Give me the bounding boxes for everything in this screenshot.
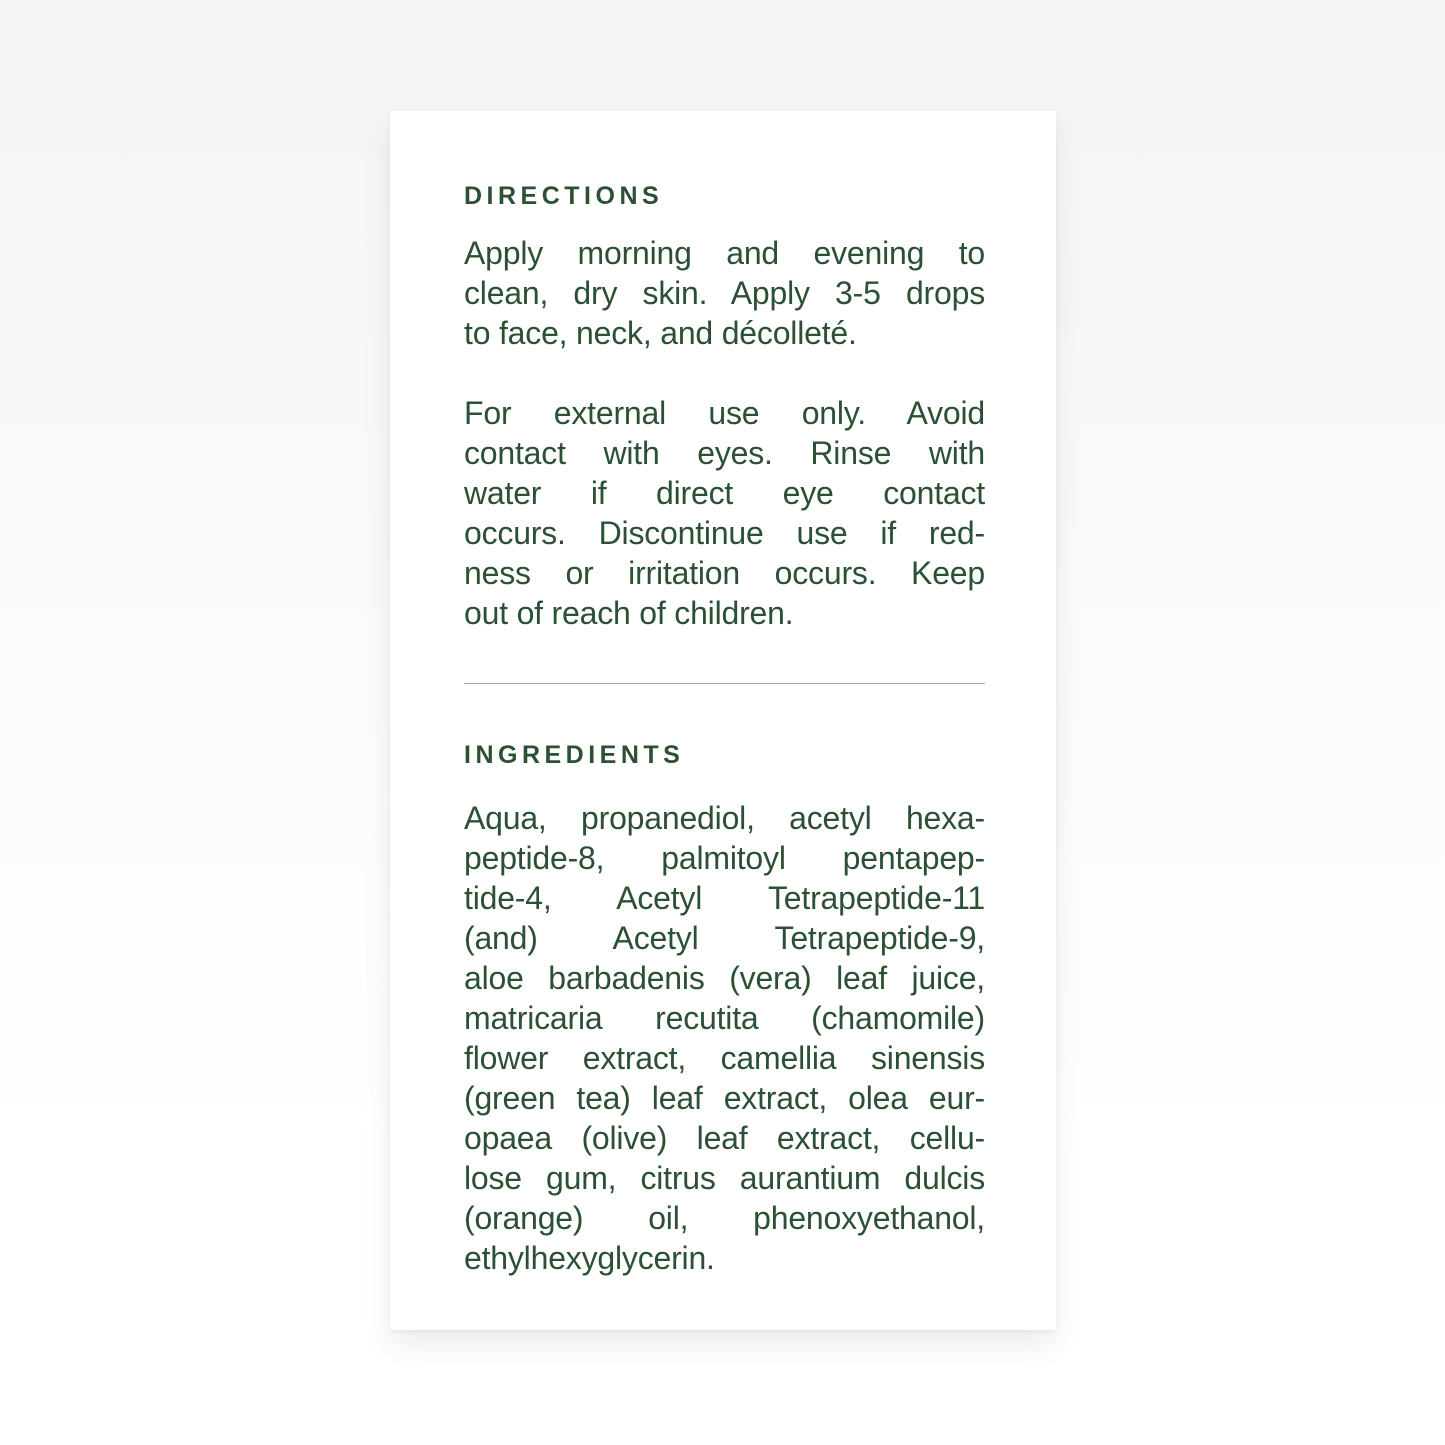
text-line: to face, neck, and décolleté. <box>464 315 857 351</box>
product-label-card <box>390 111 1056 1330</box>
text-line: matricaria recutita (chamomile) <box>464 1000 985 1036</box>
directions-warning-paragraph <box>464 393 985 633</box>
text-line: tide-4, Acetyl Tetrapeptide-11 <box>464 880 985 916</box>
text-line: aloe barbadenis (vera) leaf juice, <box>464 960 985 996</box>
text-line: out of reach of children. <box>464 595 794 631</box>
text-line: (orange) oil, phenoxyethanol, <box>464 1200 985 1236</box>
text-line: occurs. Discontinue use if red- <box>464 515 985 551</box>
text-line: water if direct eye contact <box>464 475 985 511</box>
text-line: clean, dry skin. Apply 3-5 drops <box>464 275 985 311</box>
ingredients-heading: INGREDIENTS <box>464 741 685 769</box>
text-line: ness or irritation occurs. Keep <box>464 555 985 591</box>
text-line: (green tea) leaf extract, olea eur- <box>464 1080 985 1116</box>
text-line: peptide-8, palmitoyl pentapep- <box>464 840 985 876</box>
directions-heading: DIRECTIONS <box>464 182 664 210</box>
text-line: Aqua, propanediol, acetyl hexa- <box>464 800 985 836</box>
text-line: contact with eyes. Rinse with <box>464 435 985 471</box>
text-line: Apply morning and evening to <box>464 235 985 271</box>
text-line: flower extract, camellia sinensis <box>464 1040 985 1076</box>
directions-usage-paragraph <box>464 233 985 353</box>
text-line: (and) Acetyl Tetrapeptide-9, <box>464 920 985 956</box>
text-line: opaea (olive) leaf extract, cellu- <box>464 1120 985 1156</box>
text-line: For external use only. Avoid <box>464 395 985 431</box>
ingredients-list-paragraph <box>464 798 985 1278</box>
section-divider <box>464 683 985 684</box>
text-line: ethylhexyglycerin. <box>464 1240 715 1276</box>
text-line: lose gum, citrus aurantium dulcis <box>464 1160 985 1196</box>
